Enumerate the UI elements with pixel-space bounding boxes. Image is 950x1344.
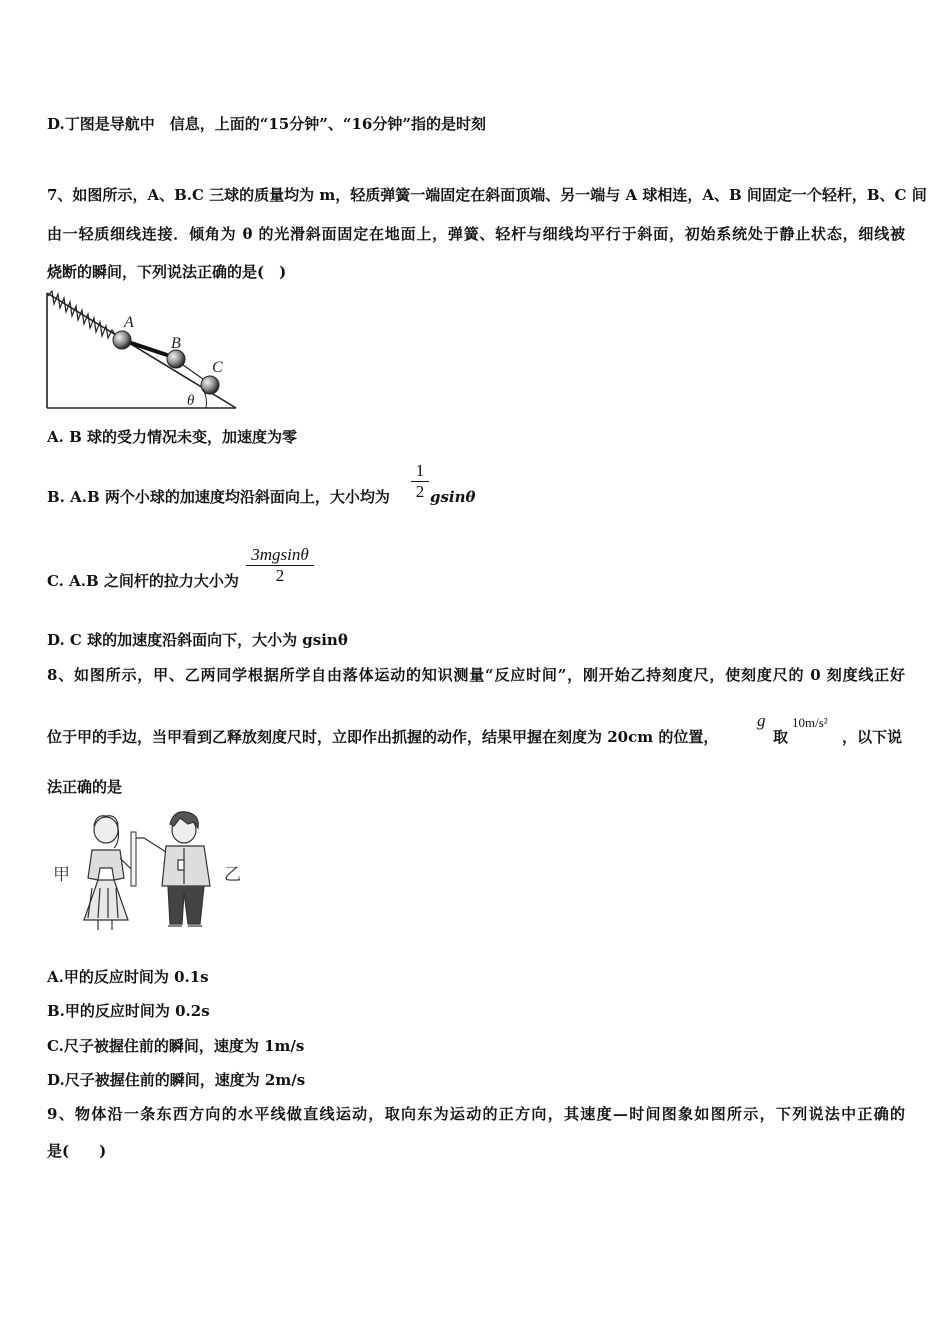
q7-option-b-tail: gsinθ [430,488,476,506]
q7-stem-line1: 7、如图所示，A、B.C 三球的质量均为 m，轻质弹簧一端固定在斜面顶端、另一端与 A 球相连，A、B 间固定一个轻杆，B、C 间 [47,186,927,204]
q7-option-b-text: B. A.B 两个小球的加速度均沿斜面向上，大小均为 [47,488,390,506]
fraction-tension-denominator: 2 [275,566,285,585]
q7-option-a: A. B 球的受力情况未变，加速度为零 [47,428,297,446]
ball-b [167,350,185,368]
fraction-half-denominator: 2 [415,482,425,501]
q9-stem-line2: 是( ) [47,1142,107,1160]
ruler [131,832,136,886]
reaction-time-figure [48,808,253,933]
q8-stem-line2: 位于甲的手边，当甲看到乙释放刻度尺时，立即作出抓握的动作，结果甲握在刻度为 20cm 的位置， [47,728,719,746]
gravity-symbol: g [757,711,766,730]
label-theta: θ [187,393,195,409]
q8-option-c: C.尺子被握住前的瞬间，速度为 1m/s [47,1037,305,1055]
incline-figure [44,290,244,412]
q8-option-b: B.甲的反应时间为 0.2s [47,1002,210,1020]
q8-take-word: 取 [773,728,789,746]
boy-figure [136,812,210,926]
q7-stem-line2: 由一轻质细线连接．倾角为 θ 的光滑斜面固定在地面上，弹簧、轻杆与细线均平行于斜面，初始系统处于静止状态，细线被 [47,225,905,243]
q8-option-d: D.尺子被握住前的瞬间，速度为 2m/s [47,1071,306,1089]
fraction-tension [246,545,314,586]
q8-stem-line1: 8、如图所示，甲、乙两同学根据所学自由落体运动的知识测量“反应时间”，刚开始乙持刻度尺，使刻度尺的 0 刻度线正好 [47,666,905,684]
label-yi: 乙 [224,865,241,885]
fraction-half [411,461,429,502]
ball-a [113,331,131,349]
q7-option-b [47,487,390,507]
fraction-half-numerator: 1 [415,461,425,480]
label-a: A [124,314,134,331]
q7-option-d: D. C 球的加速度沿斜面向下，大小为 gsinθ [47,631,348,649]
label-c: C [212,359,223,376]
prev-option-d: D.丁图是导航中 信息，上面的“15分钟”、“16分钟”指的是时刻 [47,115,486,133]
label-b: B [171,335,181,352]
q8-option-a: A.甲的反应时间为 0.1s [47,968,209,986]
fraction-tension-numerator: 3mgsinθ [251,545,309,564]
q8-stem-line3: 法正确的是 [47,778,123,796]
gravity-value: 10m/s² [792,715,828,730]
q9-stem-line1: 9、物体沿一条东西方向的水平线做直线运动，取向东为运动的正方向，其速度—时间图象如图所示，下列说法中正确的 [47,1105,905,1123]
label-jia: 甲 [53,865,70,885]
q7-stem-line3: 烧断的瞬间，下列说法正确的是( ) [47,263,287,281]
q7-option-c: C. A.B 之间杆的拉力大小为 [47,572,239,590]
q8-stem-line2-tail: ，以下说 [842,728,903,746]
girl-figure [84,816,132,930]
